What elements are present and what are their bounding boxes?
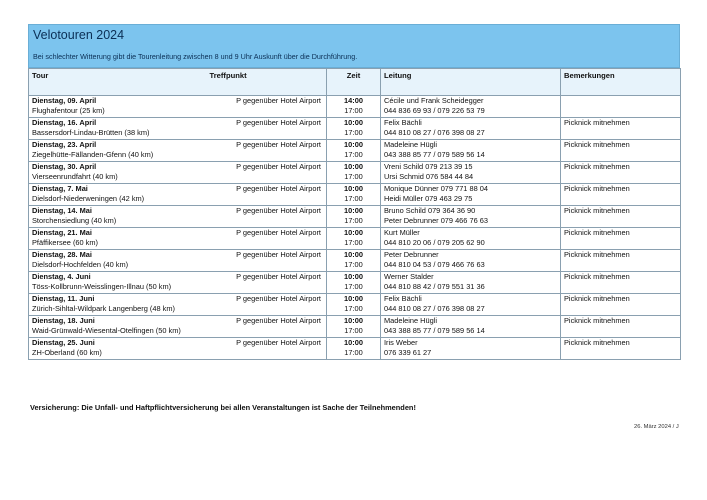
tour-date: Dienstag, 11. Juni (32, 294, 95, 303)
col-header-treffpunkt: Treffpunkt (207, 69, 327, 96)
meeting-point: P gegenüber Hotel Airport (236, 338, 321, 347)
tour-route: Flughafentour (25 km) (32, 106, 105, 115)
time-cell (327, 206, 381, 228)
tour-date: Dienstag, 28. Mai (32, 250, 92, 259)
remark-cell: Picknick mitnehmen (561, 272, 681, 294)
insurance-note: Versicherung: Die Unfall- und Haftpflichtversicherung bei allen Veranstaltungen ist Sache der Teilnehmenden! (30, 403, 416, 412)
end-time: 17:00 (344, 216, 363, 225)
end-time: 17:00 (344, 260, 363, 269)
table-row (29, 250, 681, 272)
end-time: 17:00 (344, 304, 363, 313)
table-row (29, 206, 681, 228)
end-time: 17:00 (344, 348, 363, 357)
meeting-point: P gegenüber Hotel Airport (236, 294, 321, 303)
tour-cell (29, 272, 207, 294)
remark-cell: Picknick mitnehmen (561, 228, 681, 250)
col-header-leitung: Leitung (381, 69, 561, 96)
leader-cell (381, 272, 561, 294)
tour-route: Dielsdorf-Niederweningen (42 km) (32, 194, 145, 203)
tour-cell (29, 250, 207, 272)
meeting-point-cell (207, 184, 327, 206)
leader-line-1: Felix Bächli (384, 118, 422, 127)
tour-cell (29, 316, 207, 338)
leader-cell (381, 162, 561, 184)
leader-line-2: 076 339 61 27 (384, 348, 432, 357)
start-time: 10:00 (344, 250, 363, 259)
leader-line-2: Ursi Schmid 076 584 44 84 (384, 172, 474, 181)
date-stamp: 26. März 2024 / J (634, 424, 679, 430)
remark-cell: Picknick mitnehmen (561, 118, 681, 140)
remark-cell: Picknick mitnehmen (561, 184, 681, 206)
remark-cell: Picknick mitnehmen (561, 338, 681, 360)
tour-route: Ziegelhütte-Fällanden-Gfenn (40 km) (32, 150, 154, 159)
meeting-point-cell (207, 228, 327, 250)
table-row (29, 140, 681, 162)
leader-line-2: 044 810 20 06 / 079 205 62 90 (384, 238, 485, 247)
table-row (29, 294, 681, 316)
leader-cell (381, 228, 561, 250)
leader-cell (381, 316, 561, 338)
tour-route: Bassersdorf-Lindau-Brütten (38 km) (32, 128, 150, 137)
tour-cell (29, 96, 207, 118)
time-cell (327, 140, 381, 162)
tour-route: Töss-Kollbrunn-Weisslingen-Illnau (50 km) (32, 282, 172, 291)
end-time: 17:00 (344, 282, 363, 291)
end-time: 17:00 (344, 238, 363, 247)
tour-route: ZH-Oberland (60 km) (32, 348, 102, 357)
end-time: 17:00 (344, 150, 363, 159)
tour-route: Zürich-Sihltal-Wildpark Langenberg (48 km) (32, 304, 175, 313)
meeting-point: P gegenüber Hotel Airport (236, 206, 321, 215)
leader-line-1: Iris Weber (384, 338, 418, 347)
meeting-point: P gegenüber Hotel Airport (236, 118, 321, 127)
start-time: 10:00 (344, 228, 363, 237)
time-cell (327, 228, 381, 250)
title-banner (28, 24, 680, 68)
leader-cell (381, 184, 561, 206)
remark-cell: Picknick mitnehmen (561, 140, 681, 162)
table-row (29, 184, 681, 206)
leader-cell (381, 140, 561, 162)
meeting-point-cell (207, 294, 327, 316)
time-cell (327, 294, 381, 316)
leader-line-2: Heidi Müller 079 463 29 75 (384, 194, 473, 203)
tour-date: Dienstag, 23. April (32, 140, 97, 149)
meeting-point-cell (207, 272, 327, 294)
tour-cell (29, 206, 207, 228)
leader-cell (381, 250, 561, 272)
tour-date: Dienstag, 7. Mai (32, 184, 88, 193)
meeting-point-cell (207, 316, 327, 338)
start-time: 10:00 (344, 162, 363, 171)
tour-cell (29, 228, 207, 250)
leader-cell (381, 294, 561, 316)
time-cell (327, 338, 381, 360)
tour-cell (29, 184, 207, 206)
start-time: 10:00 (344, 140, 363, 149)
table-row (29, 272, 681, 294)
tour-route: Vierseenrundfahrt (40 km) (32, 172, 118, 181)
meeting-point: P gegenüber Hotel Airport (236, 184, 321, 193)
leader-line-2: Peter Debrunner 079 466 76 63 (384, 216, 488, 225)
start-time: 10:00 (344, 206, 363, 215)
tour-date: Dienstag, 21. Mai (32, 228, 92, 237)
tour-date: Dienstag, 18. Juni (32, 316, 95, 325)
leader-line-1: Peter Debrunner (384, 250, 439, 259)
leader-line-1: Vreni Schild 079 213 39 15 (384, 162, 473, 171)
remark-cell: Picknick mitnehmen (561, 316, 681, 338)
leader-line-2: 044 810 04 53 / 079 466 76 63 (384, 260, 485, 269)
remark-cell: Picknick mitnehmen (561, 162, 681, 184)
page-title: Velotouren 2024 (33, 28, 125, 42)
leader-line-2: 043 388 85 77 / 079 589 56 14 (384, 150, 485, 159)
tour-date: Dienstag, 25. Juni (32, 338, 95, 347)
leader-cell (381, 206, 561, 228)
tour-cell (29, 118, 207, 140)
start-time: 10:00 (344, 338, 363, 347)
col-header-tour: Tour (29, 69, 207, 96)
meeting-point: P gegenüber Hotel Airport (236, 272, 321, 281)
tour-route: Waid-Grünwald-Wiesental-Otelfingen (50 km) (32, 326, 181, 335)
meeting-point-cell (207, 338, 327, 360)
meeting-point-cell (207, 162, 327, 184)
tour-route: Storchensiedlung (40 km) (32, 216, 117, 225)
time-cell (327, 316, 381, 338)
leader-line-1: Bruno Schild 079 364 36 90 (384, 206, 476, 215)
leader-line-1: Madeleine Hügli (384, 140, 437, 149)
leader-cell (381, 118, 561, 140)
leader-cell (381, 96, 561, 118)
table-row (29, 96, 681, 118)
weather-notice: Bei schlechter Witterung gibt die Tourenleitung zwischen 8 und 9 Uhr Auskunft über die Durchführung. (33, 52, 358, 61)
tour-route: Dielsdorf-Hochfelden (40 km) (32, 260, 129, 269)
end-time: 17:00 (344, 106, 363, 115)
remark-cell: Picknick mitnehmen (561, 294, 681, 316)
meeting-point: P gegenüber Hotel Airport (236, 228, 321, 237)
tour-cell (29, 140, 207, 162)
leader-line-1: Kurt Müller (384, 228, 420, 237)
end-time: 17:00 (344, 194, 363, 203)
start-time: 10:00 (344, 184, 363, 193)
leader-cell (381, 338, 561, 360)
tour-date: Dienstag, 09. April (32, 96, 97, 105)
tour-date: Dienstag, 30. April (32, 162, 97, 171)
start-time: 14:00 (344, 96, 363, 105)
tour-table (28, 68, 681, 360)
tour-cell (29, 294, 207, 316)
meeting-point-cell (207, 118, 327, 140)
leader-line-1: Cécile und Frank Scheidegger (384, 96, 484, 105)
tour-sheet (28, 24, 680, 360)
time-cell (327, 184, 381, 206)
start-time: 10:00 (344, 272, 363, 281)
table-row (29, 316, 681, 338)
tour-cell (29, 162, 207, 184)
meeting-point: P gegenüber Hotel Airport (236, 250, 321, 259)
leader-line-1: Madeleine Hügli (384, 316, 437, 325)
meeting-point-cell (207, 206, 327, 228)
meeting-point: P gegenüber Hotel Airport (236, 140, 321, 149)
meeting-point-cell (207, 96, 327, 118)
table-header-row (29, 69, 681, 96)
leader-line-2: 044 810 08 27 / 076 398 08 27 (384, 128, 485, 137)
remark-cell: Picknick mitnehmen (561, 250, 681, 272)
table-row (29, 162, 681, 184)
meeting-point-cell (207, 250, 327, 272)
tour-date: Dienstag, 16. April (32, 118, 97, 127)
leader-line-1: Monique Dünner 079 771 88 04 (384, 184, 488, 193)
time-cell (327, 118, 381, 140)
start-time: 10:00 (344, 294, 363, 303)
end-time: 17:00 (344, 128, 363, 137)
col-header-zeit: Zeit (327, 69, 381, 96)
table-row (29, 118, 681, 140)
col-header-bemerkungen: Bemerkungen (561, 69, 681, 96)
tour-cell (29, 338, 207, 360)
tour-route: Pfäffikersee (60 km) (32, 238, 98, 247)
table-row (29, 338, 681, 360)
leader-line-2: 044 810 08 27 / 076 398 08 27 (384, 304, 485, 313)
leader-line-1: Werner Stalder (384, 272, 434, 281)
end-time: 17:00 (344, 326, 363, 335)
remark-cell (561, 96, 681, 118)
remark-cell: Picknick mitnehmen (561, 206, 681, 228)
tour-date: Dienstag, 4. Juni (32, 272, 91, 281)
table-row (29, 228, 681, 250)
leader-line-2: 044 810 88 42 / 079 551 31 36 (384, 282, 485, 291)
meeting-point-cell (207, 140, 327, 162)
tour-date: Dienstag, 14. Mai (32, 206, 92, 215)
leader-line-2: 043 388 85 77 / 079 589 56 14 (384, 326, 485, 335)
time-cell (327, 162, 381, 184)
leader-line-1: Felix Bächli (384, 294, 422, 303)
meeting-point: P gegenüber Hotel Airport (236, 162, 321, 171)
time-cell (327, 250, 381, 272)
leader-line-2: 044 836 69 93 / 079 226 53 79 (384, 106, 485, 115)
meeting-point: P gegenüber Hotel Airport (236, 96, 321, 105)
time-cell (327, 96, 381, 118)
end-time: 17:00 (344, 172, 363, 181)
start-time: 10:00 (344, 316, 363, 325)
meeting-point: P gegenüber Hotel Airport (236, 316, 321, 325)
start-time: 10:00 (344, 118, 363, 127)
time-cell (327, 272, 381, 294)
